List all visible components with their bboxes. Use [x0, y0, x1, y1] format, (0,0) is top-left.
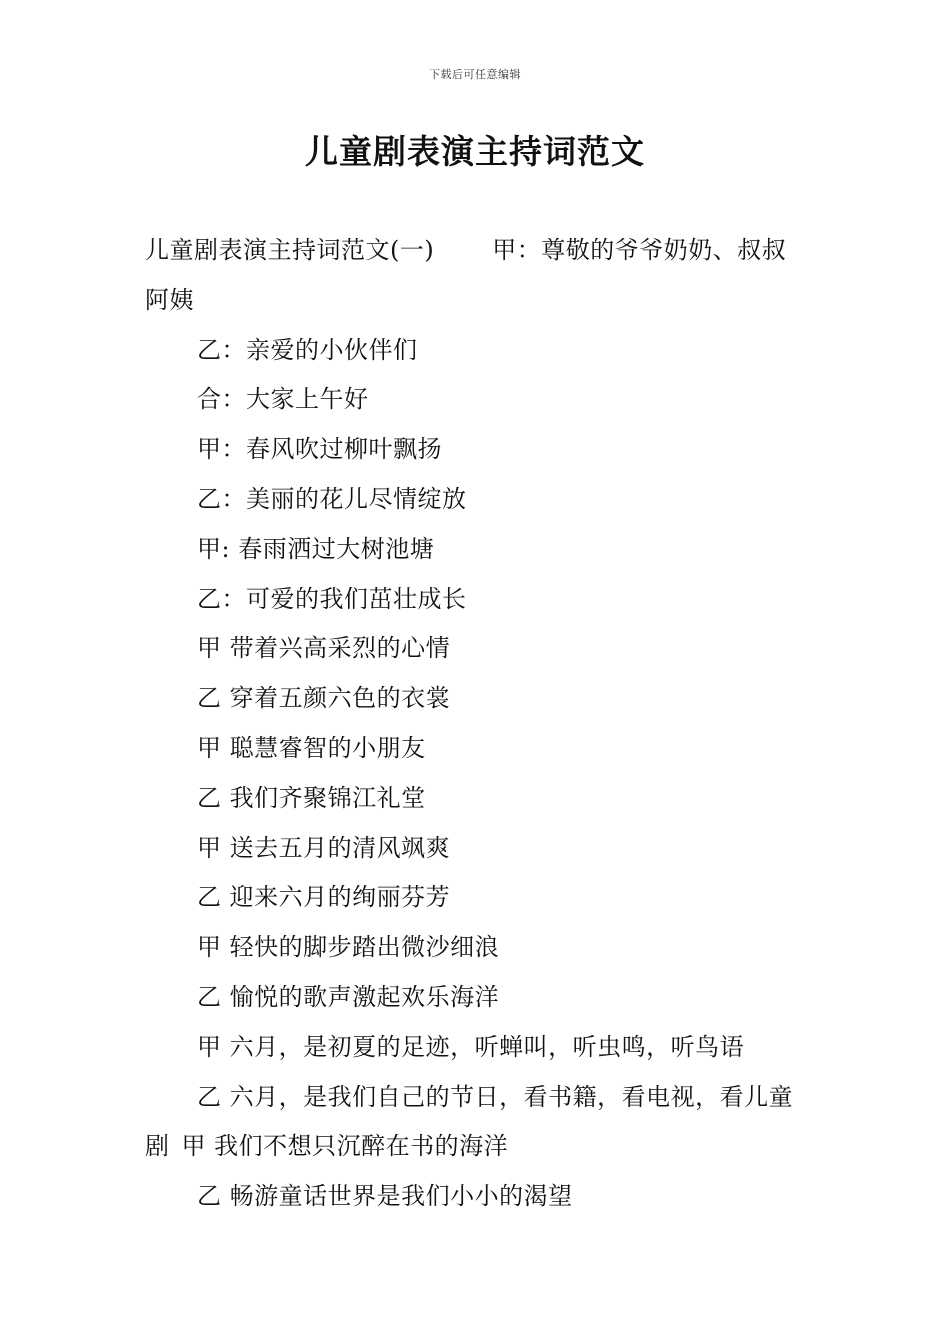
- dialogue-line: [145, 873, 810, 923]
- line-speaker: 甲: [181, 1132, 215, 1161]
- line-text: 畅游童话世界是我们小小的渴望: [229, 1182, 573, 1211]
- line-text: 我们不想只沉醉在书的海洋: [214, 1132, 509, 1161]
- line-text: 大家上午好: [246, 385, 369, 414]
- line-text: 春雨洒过大树池塘: [238, 534, 435, 563]
- dialogue-line-long: [145, 1073, 810, 1173]
- line-speaker: 乙: [197, 684, 230, 713]
- dialogue-line: [145, 724, 810, 774]
- line-text: 可爱的我们茁壮成长: [246, 584, 467, 613]
- dialogue-line: [145, 923, 810, 973]
- dialogue-line: [145, 674, 810, 724]
- intro-text: 尊敬的爷爷奶奶、叔叔阿姨: [145, 236, 787, 314]
- dialogue-line: [145, 1172, 810, 1222]
- line-text: 我们齐聚锦江礼堂: [229, 783, 426, 812]
- dialogue-line: [145, 973, 810, 1023]
- line-text: 春风吹过柳叶飘扬: [246, 435, 442, 464]
- line-text: 六月，是我们自己的节日，看书籍，看电视，看儿童剧: [145, 1082, 794, 1161]
- line-speaker: 乙: [197, 783, 230, 812]
- line-text: 带着兴高采烈的心情: [229, 634, 451, 663]
- document-title: 儿童剧表演主持词范文: [305, 132, 645, 171]
- line-text: 亲爱的小伙伴们: [246, 335, 418, 364]
- line-speaker: 甲: [197, 634, 230, 663]
- line-speaker: 乙: [197, 982, 230, 1011]
- line-speaker: 甲: [197, 933, 230, 962]
- header-note: 下载后可任意编辑: [429, 68, 521, 81]
- intro-heading: 儿童剧表演主持词范文(一): [145, 236, 435, 264]
- line-speaker: 乙：: [197, 584, 246, 613]
- dialogue-line: [145, 824, 810, 874]
- line-speaker: 乙: [197, 883, 230, 912]
- line-text: 美丽的花儿尽情绽放: [246, 484, 467, 513]
- line-speaker: 乙：: [197, 335, 246, 364]
- line-text: 迎来六月的绚丽芬芳: [229, 883, 451, 912]
- line-speaker: 乙: [197, 1082, 230, 1111]
- line-speaker: 乙: [197, 1182, 230, 1211]
- dialogue-line: [145, 425, 810, 475]
- dialogue-line: [145, 575, 810, 625]
- line-text: 六月，是初夏的足迹，听蝉叫，听虫鸣，听鸟语: [229, 1032, 745, 1061]
- line-speaker: 甲: [197, 833, 230, 862]
- dialogue-line: [145, 525, 810, 575]
- dialogue-line: [145, 326, 810, 376]
- line-speaker: 甲: [197, 1032, 230, 1061]
- line-speaker: 甲:: [197, 534, 239, 563]
- dialogue-line: [145, 475, 810, 525]
- dialogue-line: [145, 375, 810, 425]
- line-speaker: 甲：: [197, 435, 246, 464]
- line-text: 聪慧睿智的小朋友: [229, 733, 426, 762]
- dialogue-line: [145, 774, 810, 824]
- intro-speaker: 甲：: [492, 236, 542, 264]
- line-speaker: 乙：: [197, 484, 246, 513]
- intro-paragraph: [145, 226, 810, 326]
- line-text: 愉悦的歌声激起欢乐海洋: [229, 982, 500, 1011]
- dialogue-line: [145, 1023, 810, 1073]
- line-speaker: 合：: [197, 385, 246, 414]
- line-text: 送去五月的清风飒爽: [229, 833, 451, 862]
- line-text: 轻快的脚步踏出微沙细浪: [229, 933, 500, 962]
- dialogue-line: [145, 624, 810, 674]
- line-text: 穿着五颜六色的衣裳: [229, 684, 451, 713]
- line-speaker: 甲: [197, 733, 230, 762]
- document-body: [145, 226, 810, 1222]
